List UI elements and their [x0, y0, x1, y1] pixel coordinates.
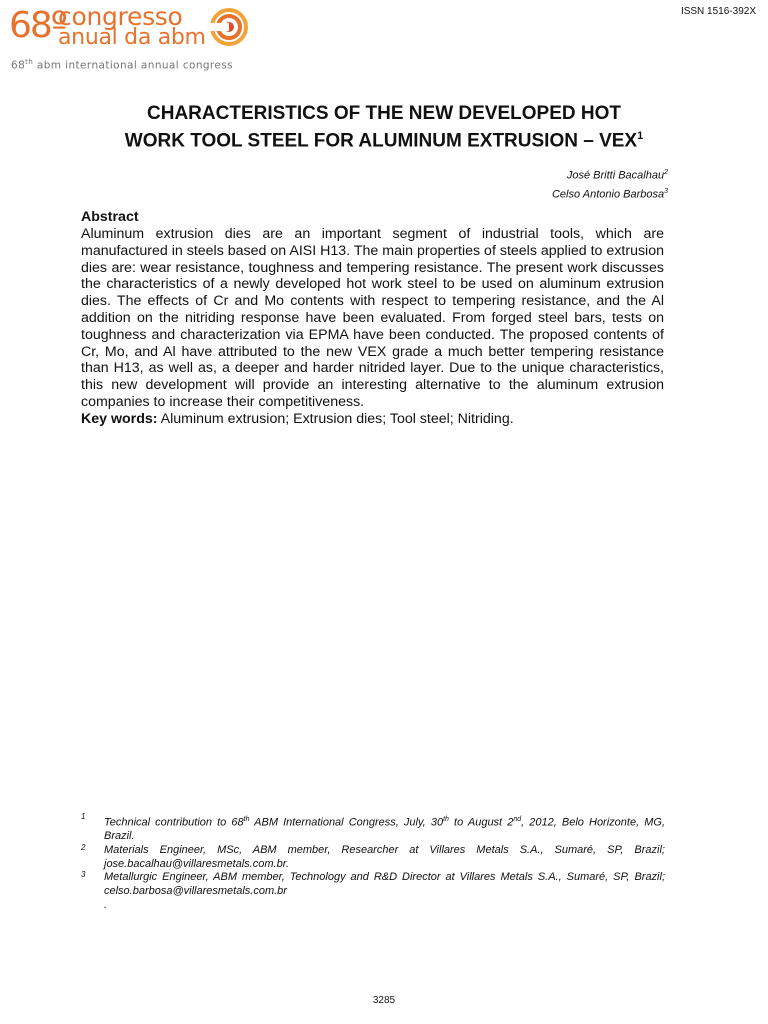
logo-line-2: anual da abm — [58, 25, 206, 50]
keywords — [81, 411, 664, 428]
logo-number: 68º — [9, 5, 66, 46]
logo-subtitle: 68th abm international annual congress — [11, 58, 234, 72]
keywords-text: Aluminum extrusion; Extrusion dies; Tool steel; Nitriding. — [157, 410, 514, 427]
author-line: José Britti Bacalhau$^2$ — [566, 169, 668, 182]
footnotes — [81, 813, 665, 913]
logo-line-1: congresso — [58, 2, 183, 31]
paper-title: CHARACTERISTICS OF THE NEW DEVELOPED HOT WORK TOOL STEEL FOR ALUMINUM EXTRUSION – VEX$^1$ — [124, 103, 644, 152]
footnote-3: 3 Metallurgic Engineer, ABM member, Technology and R&D Director at Villares Metals S.A., Sumaré, SP, Brazil; celso.barbosa@villaresmetals.com.br . — [81, 870, 665, 911]
footnote-2: 2 Materials Engineer, MSc, ABM member, Researcher at Villares Metals S.A., Sumaré, SP, Brazil; jose.bacalhau@villaresmetals.com.br. — [81, 843, 665, 870]
abstract-text: Aluminum extrusion dies are an important segment of industrial tools, which are manufactured in steels based on AISI H13. The main properties of steels applied to extrusion dies are: wear resistance, toughness and tempering resistance. The present work discusses the characteristics of a newly developed hot work steel to be used on aluminum extrusion dies. The effects of Cr and Mo contents with respect to tempering resistance, and the Al addition on the nitriding response have been evaluated. From forged steel bars, tests on toughness and characterization via EPMA have been conducted. The proposed contents of Cr, Mo, and Al have attributed to the new VEX grade a much better tempering resistance than H13, as well as, a deeper and harder nitrided layer. Due to the unique characteristics, this new development will provide an interesting alternative to the aluminum extrusion companies to increase their competitiveness. — [81, 226, 664, 410]
author-list — [552, 165, 668, 202]
congress-logo — [9, 2, 249, 72]
abstract-section — [81, 209, 664, 428]
swirl-logo-icon — [210, 5, 248, 49]
keywords-label: Key words: — [81, 410, 158, 427]
abstract-heading: Abstract — [81, 209, 139, 225]
issn-label: ISSN 1516-392X — [680, 6, 756, 17]
footnote-1: 1 Technical contribution to 68th ABM International Congress, July, 30th to August 2nd, 2012, Belo Horizonte, MG, Brazil. — [81, 812, 665, 843]
page-number: 3285 — [372, 995, 396, 1006]
title-footnote-mark: 1 — [637, 130, 644, 142]
author-line: Celso Antonio Barbosa$^3$ — [551, 187, 668, 201]
